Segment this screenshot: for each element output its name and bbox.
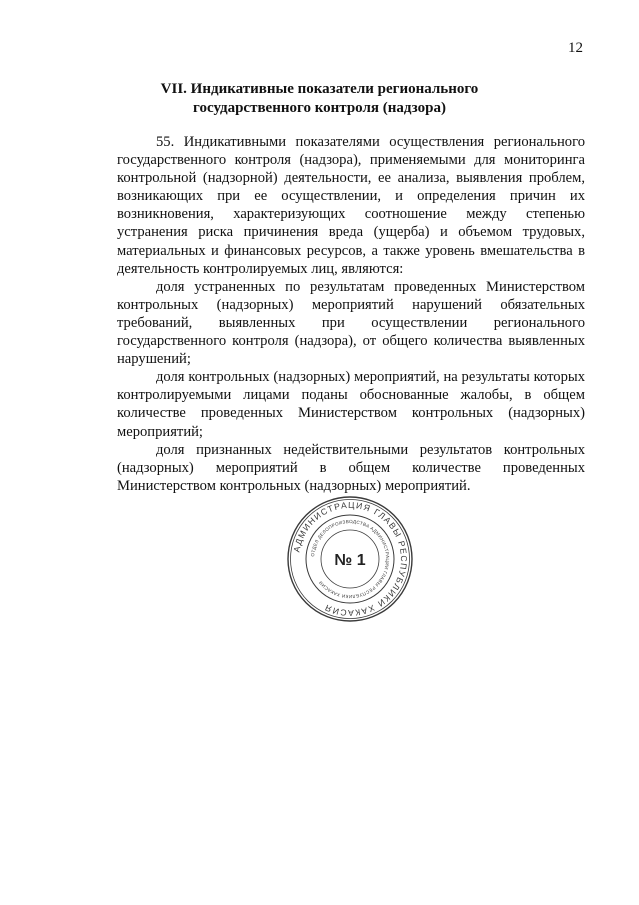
seal-number: № 1 xyxy=(334,552,366,569)
page-number: 12 xyxy=(568,40,583,56)
seal-outer-textpath: АДМИНИСТРАЦИЯ ГЛАВЫ РЕСПУБЛИКИ ХАКАСИЯ xyxy=(291,499,410,619)
section-title-line-2: государственного контроля (надзора) xyxy=(193,100,446,116)
paragraph-indicator-1: доля устраненных по результатам проведенных Министерством контрольных (надзорных) мероприятий нарушений обязательных требований, выявленных при осуществлении регионального государственного контроля (надзора), от общего количества выявленных нарушений; xyxy=(117,278,585,368)
official-seal-stamp xyxy=(286,495,414,623)
section-title-line-1: VII. Индикативные показатели регионального xyxy=(160,81,479,97)
seal-graphic xyxy=(286,495,414,623)
paragraph-indicator-3: доля признанных недействительными результатов контрольных (надзорных) мероприятий в общем количестве проведенных Министерством контрольных (надзорных) мероприятий. xyxy=(117,441,585,494)
paragraph-55: 55. Индикативными показателями осуществления регионального государственного контроля (надзора), применяемыми для мониторинга контрольной (надзорной) деятельности, ее анализа, выявления проблем, возникающих при ее осуществлении, и определения причин их возникновения, характеризующих соотношение между степенью устранения риска причинения вреда (ущерба) и объемом трудовых, материальных и финансовых ресурсов, а также уровень вмешательства в деятельность контролируемых лиц, являются: xyxy=(117,134,585,277)
body-text xyxy=(117,133,585,495)
paragraph-indicator-2: доля контрольных (надзорных) мероприятий, на результаты которых контролируемыми лицами поданы обоснованные жалобы, в общем количестве проведенных Министерством контрольных (надзорных) мероприятий; xyxy=(117,369,585,440)
section-heading xyxy=(0,80,639,118)
seal-inner-textpath: ОТДЕЛ ДЕЛОПРОИЗВОДСТВА АДМИНИСТРАЦИИ ГЛАВЫ РЕСПУБЛИКИ ХАКАСИЯ xyxy=(310,518,391,600)
